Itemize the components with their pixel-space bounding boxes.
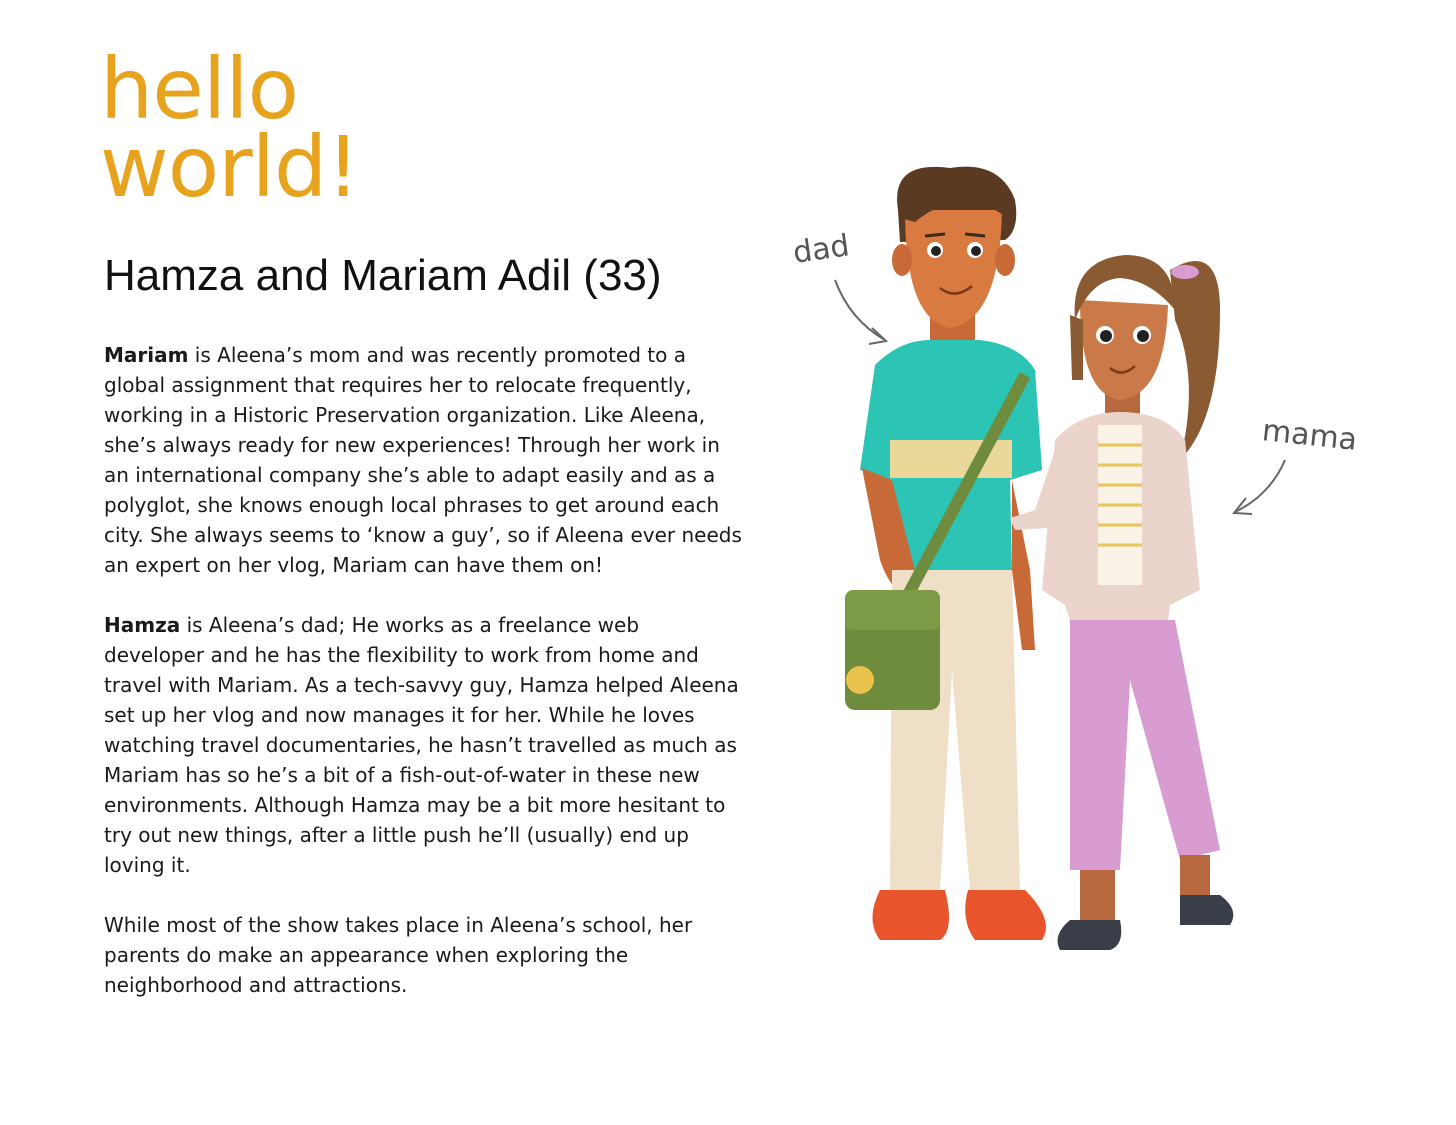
mama-figure (1010, 255, 1233, 950)
logo-line-2: world! (100, 118, 359, 216)
mariam-text: is Aleena’s mom and was recently promoted to a global assignment that requires her to relocate frequently, working in a Historic Preservation organization. Like Aleena, she’s always ready for new experiences! Through her work in an international company she’s able to adapt easily and as a polyglot, she knows enough local phrases to get around each city. She always seems to ‘know a guy’, so if Aleena ever needs an expert on her vlog, Mariam can have them on! (104, 343, 742, 577)
hamza-paragraph (104, 610, 744, 880)
hamza-name: Hamza (104, 613, 181, 637)
mama-label: mama (1260, 413, 1359, 458)
character-description (104, 340, 744, 1030)
dad-figure (845, 167, 1046, 940)
dad-arrow-icon (835, 280, 886, 344)
mariam-name: Mariam (104, 343, 189, 367)
parents-illustration (780, 150, 1380, 1010)
hamza-text: is Aleena’s dad; He works as a freelance web developer and he has the flexibility to work from home and travel with Mariam. As a tech-savvy guy, Hamza helped Aleena set up her vlog and now manages it for her. While he loves watching travel documentaries, he hasn’t travelled as much as Mariam has so he’s a bit of a fish-out-of-water in these new environments. Although Hamza may be a bit more hesitant to try out new things, after a little push he’ll (usually) end up loving it. (104, 613, 739, 877)
page-title: Hamza and Mariam Adil (33) (104, 251, 662, 300)
mariam-paragraph (104, 340, 744, 580)
logo-line-1: hello (100, 40, 298, 138)
dad-label: dad (790, 228, 852, 271)
mama-arrow-icon (1234, 460, 1285, 514)
hello-world-logo (100, 40, 359, 216)
closing-paragraph: While most of the show takes place in Aleena’s school, her parents do make an appearance when exploring the neighborhood and attractions. (104, 913, 693, 997)
